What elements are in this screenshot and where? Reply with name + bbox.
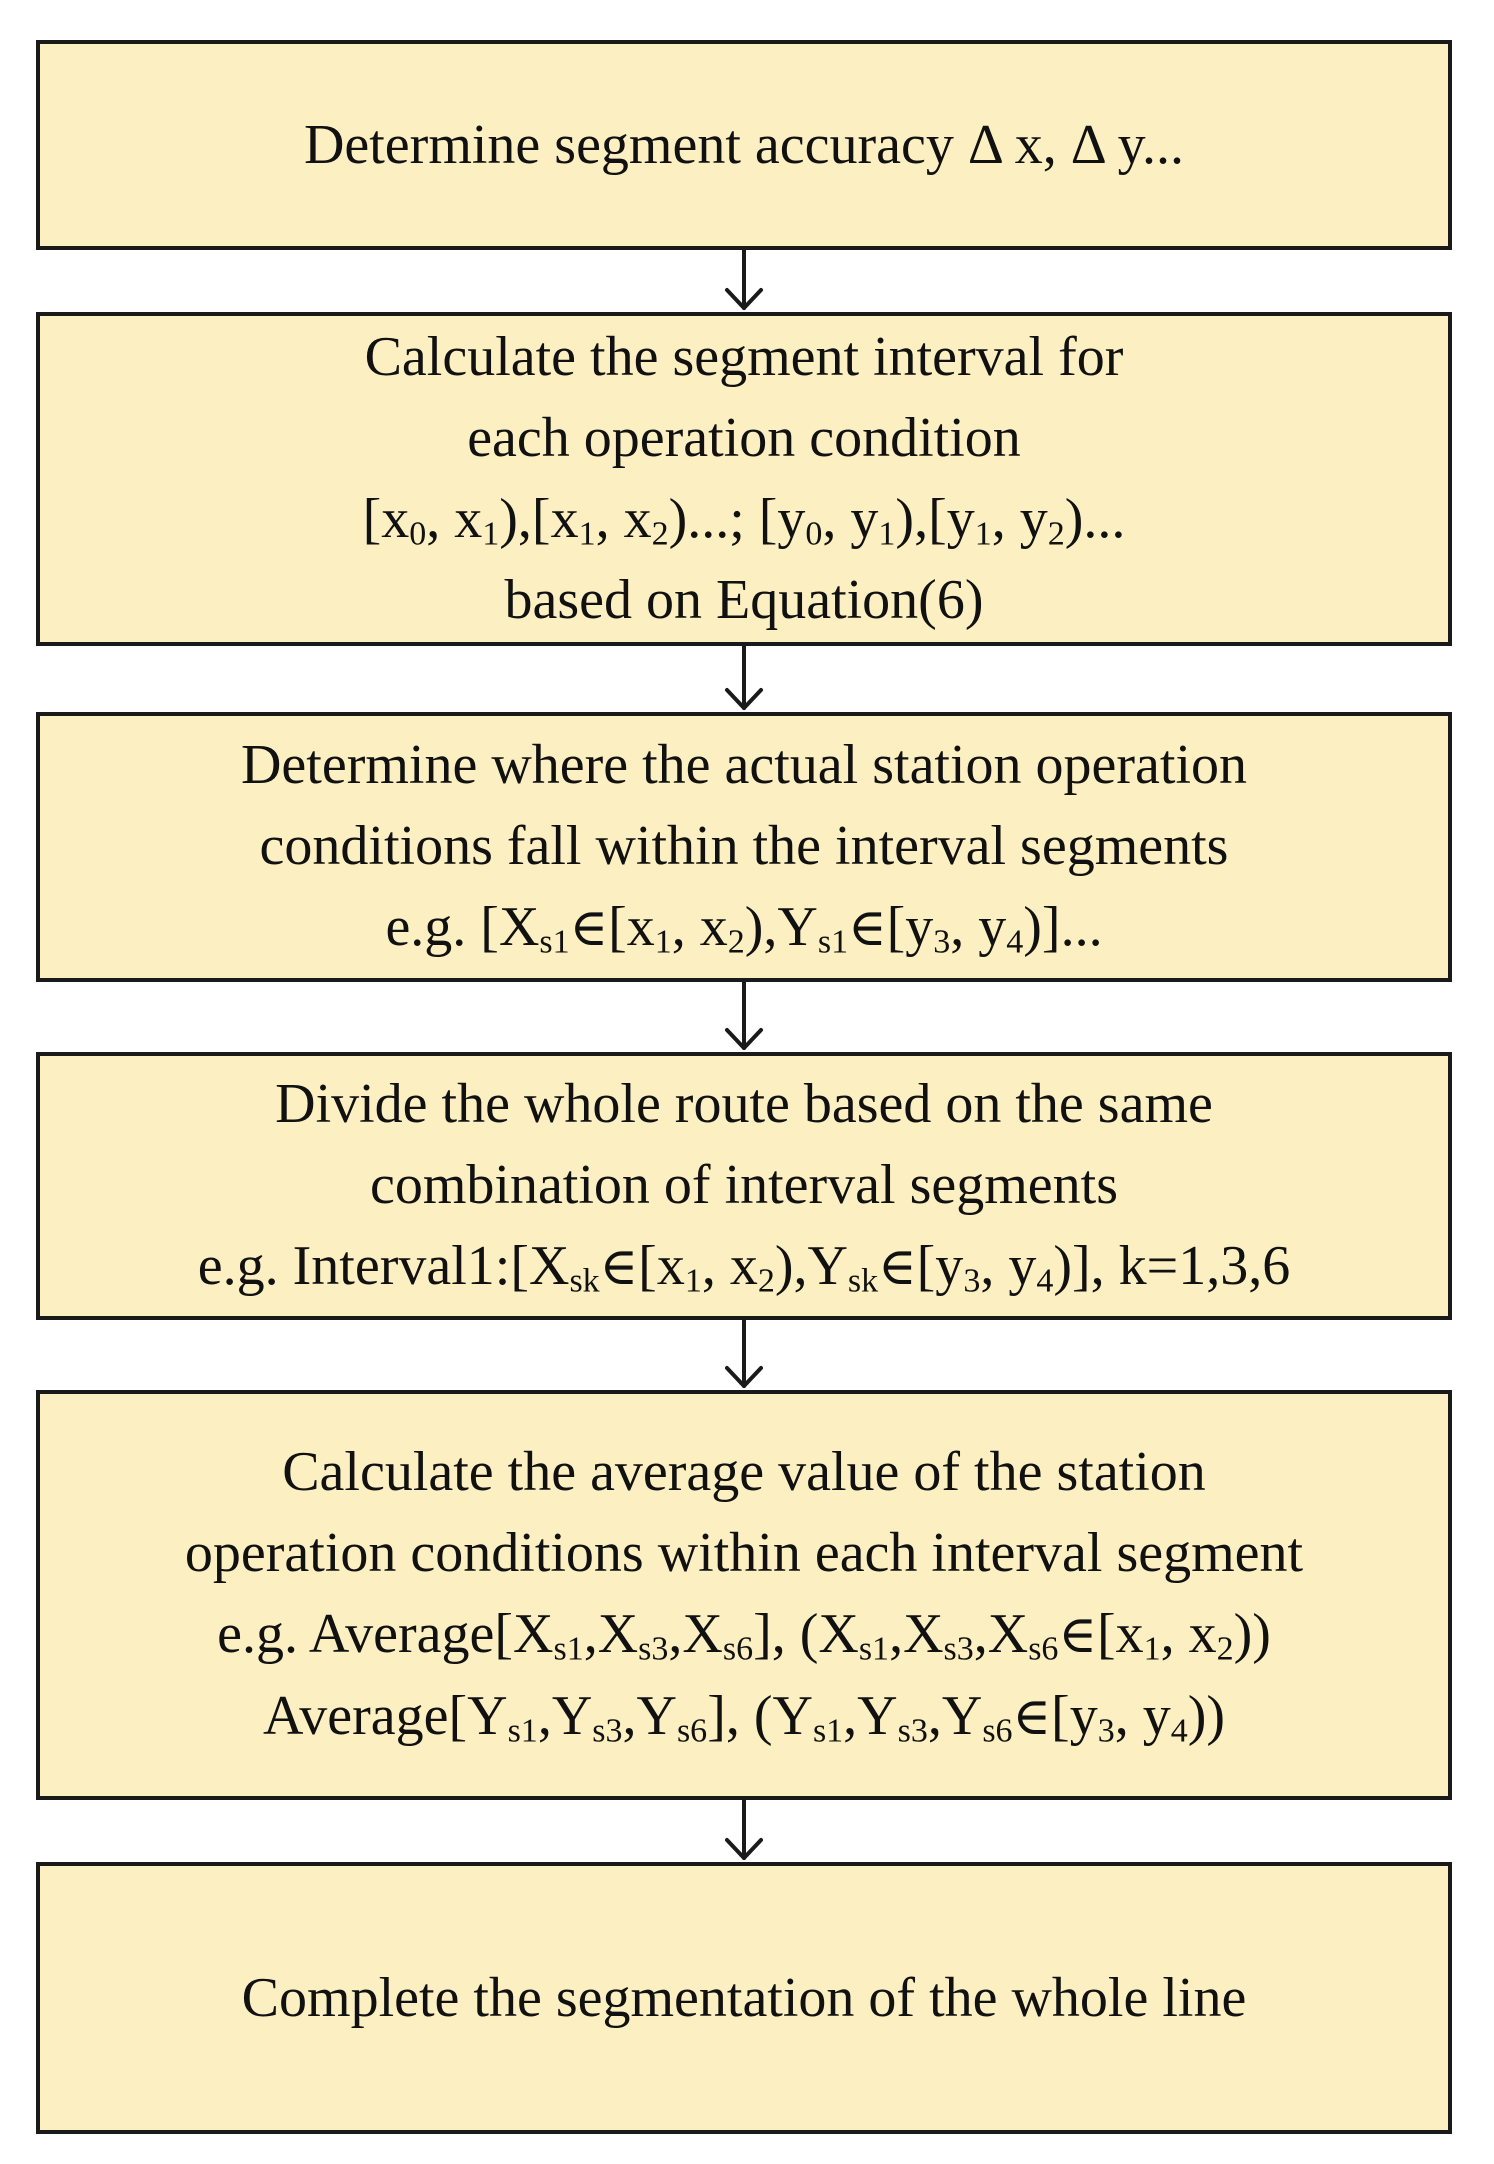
text-run: [x [608,896,655,958]
step-1-line-1 [304,105,1184,186]
subscript: 0 [805,515,823,553]
text-run: ,X [889,1603,944,1665]
step-3-line-1 [241,725,1247,806]
text-run: [y [916,1235,964,1297]
step-box-6 [36,1862,1452,2134]
step-2-line-2 [467,398,1021,479]
step-box-1 [36,40,1452,250]
text-run: , x [595,488,652,550]
subscript: s3 [592,1712,623,1750]
text-run: , y [822,488,879,550]
subscript: s3 [897,1712,928,1750]
text-run: Complete the segmentation of the whole line [241,1966,1247,2029]
text-run: ], (X [753,1603,859,1665]
text-run: ),Y [744,896,818,958]
step-box-5 [36,1390,1452,1800]
subscript: 1 [654,923,672,961]
element-of-symbol: ∈ [878,1239,917,1296]
subscript: 1 [684,1262,702,1300]
text-run: e.g. Average[X [217,1603,554,1665]
text-run: ,Y [843,1685,898,1747]
subscript: s3 [943,1630,974,1668]
text-run: [y [1051,1685,1098,1747]
text-run: e.g. Interval1:[X [197,1235,570,1297]
text-run: e.g. [X [385,896,540,958]
text-run: combination of interval segments [369,1154,1119,1216]
text-run: [x [362,488,410,550]
subscript: s6 [982,1712,1013,1750]
text-run: ),Y [774,1235,848,1297]
subscript: s6 [722,1630,754,1668]
subscript: 2 [1216,1630,1234,1668]
text-run: , x [1160,1603,1217,1665]
arrow-3-to-4 [727,982,761,1048]
subscript: 1 [1143,1630,1161,1668]
text-run: [x [638,1235,685,1297]
text-run: Calculate the segment interval for [364,326,1124,388]
arrow-5-to-6 [727,1800,761,1858]
subscript: 0 [409,515,427,553]
step-box-3 [36,712,1452,982]
text-run: each operation condition [467,407,1021,469]
element-of-symbol: ∈ [1012,1689,1052,1746]
text-run: ,X [668,1603,723,1665]
step-4-line-2 [370,1145,1118,1226]
text-run: , x [701,1235,758,1297]
text-run: Average[Y [262,1685,508,1747]
step-5-line-2 [185,1513,1303,1594]
step-2-line-4 [505,560,984,641]
subscript: s6 [676,1712,708,1750]
subscript: 3 [1097,1712,1115,1750]
step-3-line-3 [385,887,1102,969]
text-run: , y [1114,1685,1171,1747]
text-run: ,X [583,1603,639,1665]
text-run: operation conditions within each interval segment [184,1522,1304,1584]
text-run: , x [671,896,728,958]
text-run: Calculate the average value of the station [282,1441,1206,1503]
arrow-2-to-3 [727,646,761,708]
element-of-symbol: ∈ [599,1239,639,1296]
step-6-line-1 [242,1958,1247,2039]
text-run: , y [991,488,1048,550]
element-of-symbol: ∈ [848,900,887,957]
element-of-symbol: ∈ [569,900,609,957]
step-2-line-1 [365,317,1124,398]
text-run: ),[y [895,488,975,550]
text-run: ,Y [622,1685,677,1747]
subscript: sk [569,1262,600,1300]
text-run: ,Y [927,1685,983,1747]
text-run: [y [886,896,934,958]
text-run: )) [1233,1603,1271,1665]
subscript: s3 [638,1630,669,1668]
subscript: 4 [1170,1712,1188,1750]
step-5-line-4 [263,1676,1225,1758]
subscript: 4 [1036,1262,1054,1300]
step-5-line-3 [217,1594,1271,1676]
step-4-line-3 [198,1226,1290,1308]
subscript: s1 [539,923,570,961]
step-5-line-1 [282,1432,1206,1513]
step-2-line-3 [363,479,1126,560]
subscript: 1 [974,515,992,553]
step-3-line-2 [260,806,1229,887]
subscript: 2 [1047,515,1065,553]
subscript: 1 [482,515,500,553]
text-run: [x [1096,1603,1144,1665]
text-run: ,X [973,1603,1029,1665]
text-run: , y [950,896,1007,958]
subscript: s6 [1028,1630,1059,1668]
subscript: 3 [963,1262,981,1300]
text-run: ),[x [499,488,579,550]
step-4-line-1 [275,1064,1213,1145]
arrow-1-to-2 [727,250,761,308]
subscript: s1 [817,923,849,961]
arrow-4-to-5 [727,1320,761,1386]
subscript: s1 [812,1712,844,1750]
subscript: 2 [757,1262,775,1300]
subscript: s1 [507,1712,538,1750]
step-box-4 [36,1052,1452,1320]
subscript: 1 [878,515,896,553]
subscript: 1 [578,515,596,553]
text-run: ,Y [537,1685,593,1747]
text-run: ], (Y [707,1685,813,1747]
subscript: 4 [1006,923,1024,961]
text-run: )...; [y [668,488,806,550]
text-run: Divide the whole route based on the same [275,1073,1213,1135]
subscript: s1 [858,1630,890,1668]
text-run: conditions fall within the interval segments [259,815,1229,877]
text-run: )]... [1023,896,1103,958]
text-run: )], k=1,3,6 [1053,1235,1291,1297]
element-of-symbol: ∈ [1058,1607,1097,1664]
text-run: Determine where the actual station operation [240,734,1248,796]
text-run: , x [426,488,483,550]
text-run: , y [980,1235,1037,1297]
subscript: 2 [651,515,669,553]
subscript: 2 [727,923,745,961]
subscript: s1 [553,1630,584,1668]
step-box-2 [36,312,1452,646]
text-run: Determine segment accuracy Δ x, Δ y... [303,113,1185,176]
subscript: 3 [933,923,951,961]
text-run: )... [1064,488,1126,550]
subscript: sk [847,1262,879,1300]
text-run: )) [1187,1685,1225,1747]
text-run: based on Equation(6) [504,569,984,631]
